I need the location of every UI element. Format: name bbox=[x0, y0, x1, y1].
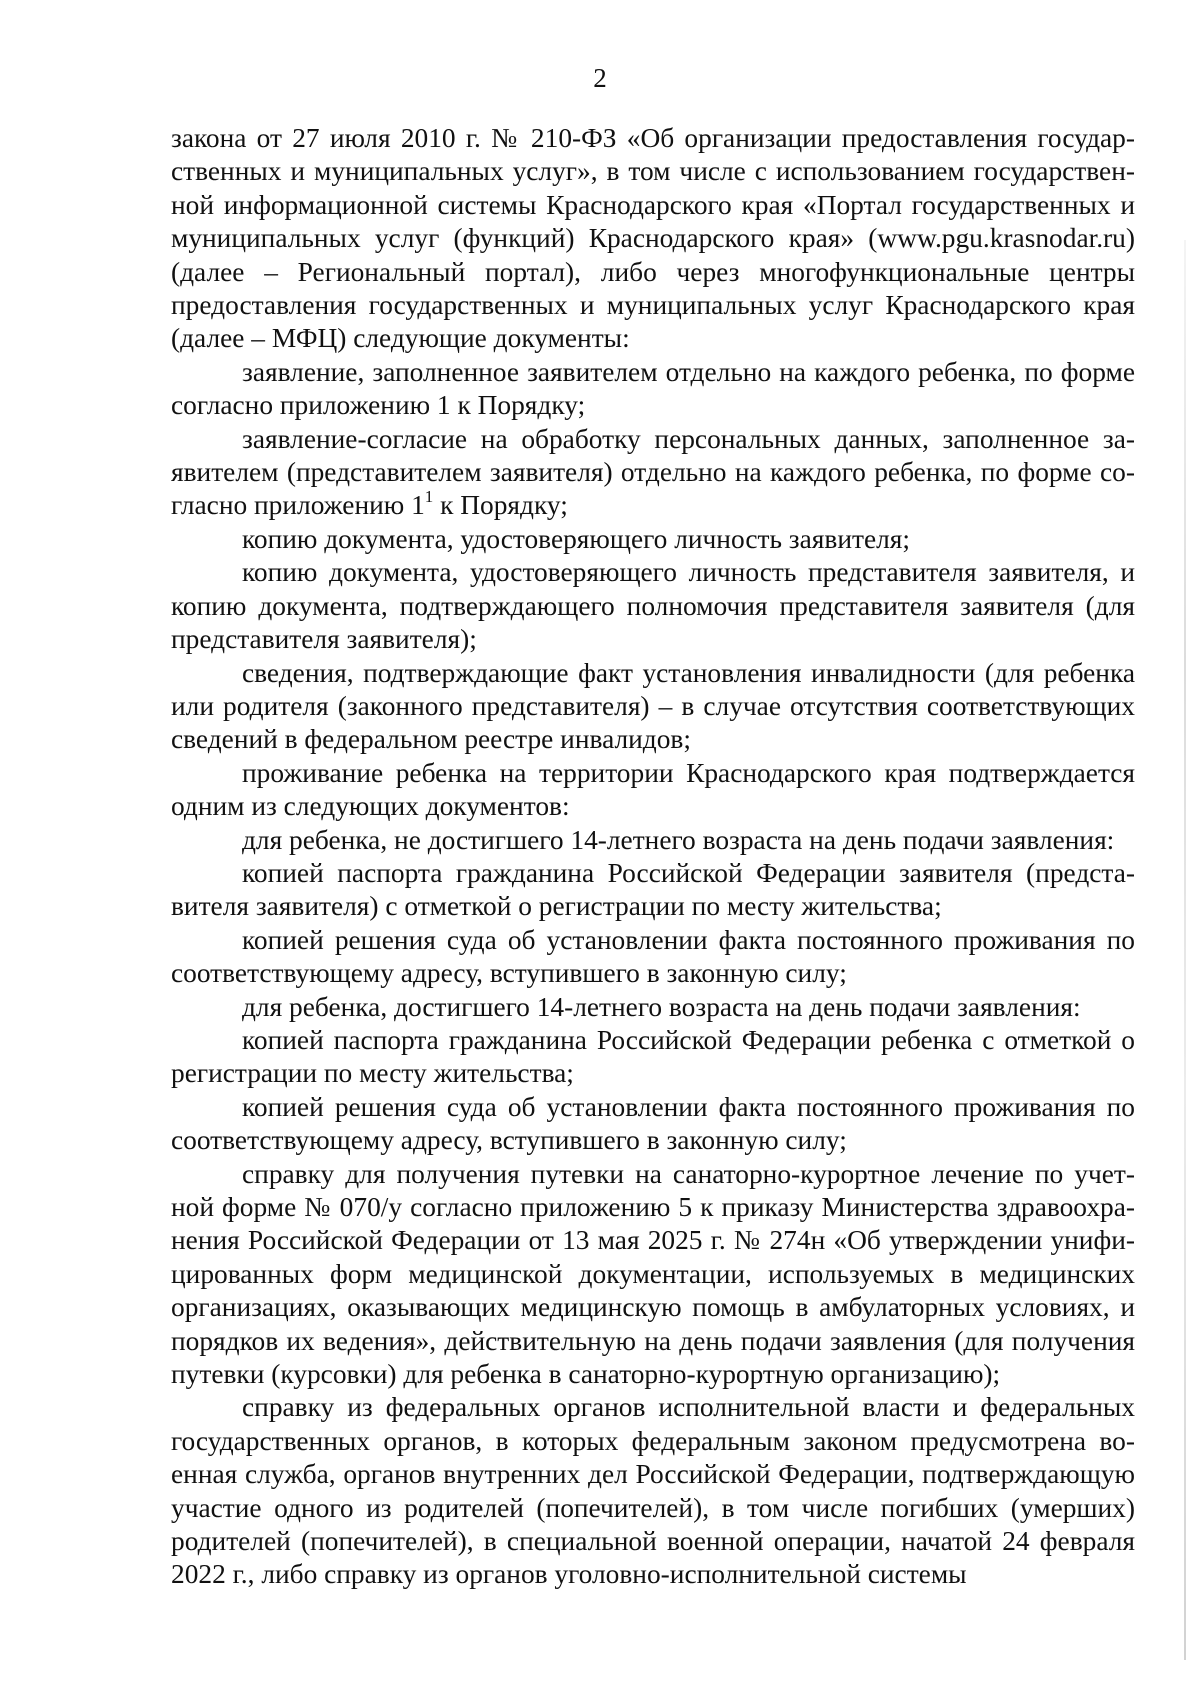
document-body bbox=[171, 122, 1135, 1592]
paragraph-military-certificate: справку из федеральных органов исполнительной власти и федеральных государственных органов, в которых федеральным законом предусмотрена военная служба, органов внутренних дел Российской Федерации, подтверждающую участие одного из родителей (попечителей), в том числе погибших (умерших) родителей (попечителей), в специальной военной операции, начатой 24 февраля 2022 г., либо справку из органов уголовно-исполнительной системы bbox=[171, 1392, 1135, 1590]
consent-text: заявление-согласие на обработку персональных данных, заполненное заявителем (представителем заявителя) отдельно на каждого ребенка, по форме согласно приложению 1 bbox=[171, 423, 1135, 521]
paragraph-disability: сведения, подтверждающие факт установления инвалидности (для ребенка или родителя (законного представителя) – в случае отсутствия соответствующих сведений в федеральном реестре инвалидов; bbox=[171, 657, 1135, 755]
paragraph-consent bbox=[171, 423, 1135, 523]
paragraph-applicant-passport: копией паспорта гражданина Российской Федерации заявителя (представителя заявителя) с отметкой о регистрации по месту жительства; bbox=[171, 857, 1135, 922]
paragraph-medical-certificate: справку для получения путевки на санаторно-курортное лечение по учетной форме № 070/у согласно приложению 5 к приказу Министерства здравоохранения Российской Федерации от 13 мая 2025 г. № 274н «Об утверждении унифицированных форм медицинской документации, используемых в медицинских организациях, оказывающих медицинскую помощь в амбулаторных условиях, и порядков их ведения», действительную на день подачи заявления (для получения путевки (курсовки) для ребенка в санаторно-курортную организацию); bbox=[171, 1158, 1135, 1390]
scan-edge-shadow bbox=[1184, 240, 1186, 1660]
paragraph-over-14: для ребенка, достигшего 14-летнего возраста на день подачи заявления: bbox=[242, 991, 1081, 1022]
paragraph-court-decision-1: копией решения суда об установлении факта постоянного проживания по соответствующему адресу, вступившего в законную силу; bbox=[171, 924, 1135, 989]
paragraph-residence: проживание ребенка на территории Краснодарского края подтверждается одним из следующих документов: bbox=[171, 757, 1135, 822]
paragraph-under-14: для ребенка, не достигшего 14-летнего возраста на день подачи заявления: bbox=[242, 824, 1115, 855]
consent-text-end: к Порядку; bbox=[433, 490, 568, 521]
appendix-superscript: 1 bbox=[424, 487, 434, 507]
page-number: 2 bbox=[593, 63, 607, 93]
paragraph-court-decision-2: копией решения суда об установлении факта постоянного проживания по соответствующему адресу, вступившего в законную силу; bbox=[171, 1091, 1135, 1156]
paragraph-application: заявление, заполненное заявителем отдельно на каждого ребенка, по форме согласно приложению 1 к Порядку; bbox=[171, 356, 1135, 421]
paragraph-representative-id: копию документа, удостоверяющего личность представителя заявителя, и копию документа, подтверждающего полномочия представителя заявителя (для представителя заявителя); bbox=[171, 557, 1135, 655]
paragraph-applicant-id: копию документа, удостоверяющего личность заявителя; bbox=[242, 523, 910, 554]
paragraph-child-passport: копией паспорта гражданина Российской Федерации ребенка с отметкой о регистрации по месту жительства; bbox=[171, 1024, 1135, 1089]
paragraph-law-reference: закона от 27 июля 2010 г. № 210-ФЗ «Об организации предоставления государственных и муниципальных услуг», в том числе с использованием государственной информационной системы Краснодарского края «Портал государственных и муниципальных услуг (функций) Краснодарского края» (www.pgu.krasnodar.ru) (далее – Региональный портал), либо через многофункциональные центры предоставления государственных и муниципальных услуг Краснодарского края (далее – МФЦ) следующие документы: bbox=[171, 123, 1135, 354]
